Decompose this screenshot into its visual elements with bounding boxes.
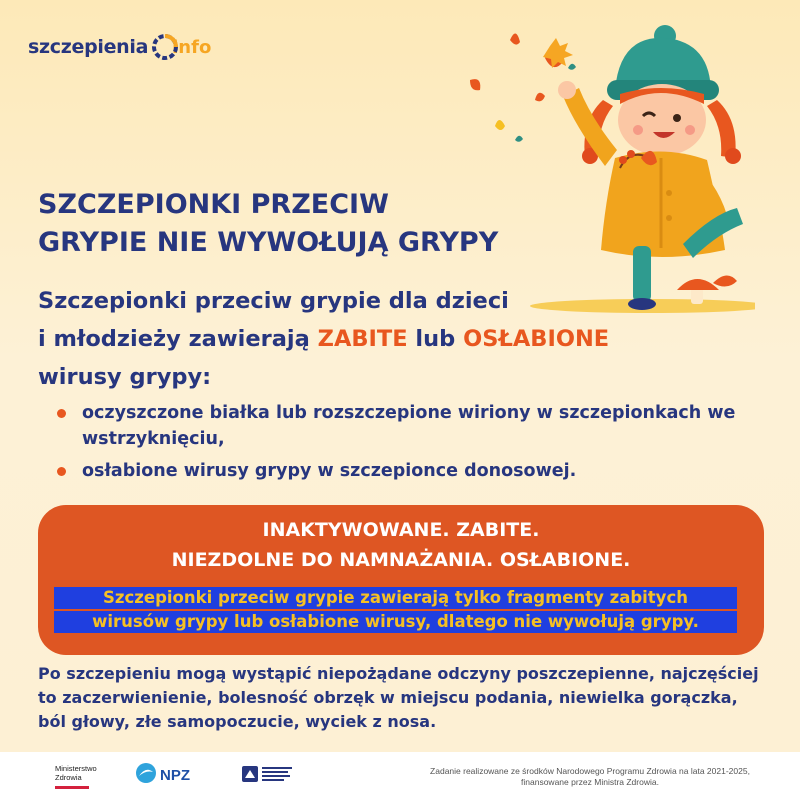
- npz-logo-icon: [135, 762, 157, 788]
- girl-illustration: [455, 8, 755, 322]
- lead-text-1: Szczepionki przeciw grypie dla dzieci: [38, 288, 509, 314]
- list-item: oczyszczone białka lub rozszczepione wiriony w szczepionkach we wstrzyknięciu,: [55, 400, 775, 452]
- lead-text-2: i młodzieży zawierają: [38, 326, 318, 352]
- side-effects-note: Po szczepieniu mogą wystąpić niepożądane odczyny poszczepienne, najczęściej to zaczerwienienie, bolesność obrzęk w miejscu podania, niewielka gorączka, ból głowy, złe samopoczucie, wyciek z nosa.: [38, 664, 759, 731]
- box-highlight-line-1: Szczepionki przeciw grypie zawierają tylko fragmenty zabitych: [54, 587, 737, 609]
- box-title-line-1: INAKTYWOWANE. ZABITE.: [262, 519, 540, 541]
- npz-logo: [135, 762, 190, 788]
- title-line-2: GRYPIE NIE WYWOŁUJĄ GRYPY: [38, 227, 499, 258]
- logo-info: info: [172, 36, 212, 58]
- npz-text: NPZ: [160, 766, 190, 784]
- lead-mid: lub: [407, 326, 464, 352]
- page-title: [38, 186, 498, 262]
- ministry-flag-bar: [55, 786, 89, 789]
- bullet-list: [55, 400, 775, 490]
- box-title-line-2: NIEZDOLNE DO NAMNAŻANIA. OSŁABIONE.: [171, 549, 631, 571]
- ministry-line-2: Zdrowia: [55, 773, 82, 782]
- funding-line-1: Zadanie realizowane ze środków Narodowego Programu Zdrowia na lata 2021-2025,: [430, 766, 750, 776]
- highlight-oslabione: OSŁABIONE: [463, 326, 610, 352]
- lead-text-3: wirusy grypy:: [38, 364, 212, 390]
- funding-note: [420, 766, 760, 788]
- nizp-logo: [242, 764, 294, 790]
- ministry-logo: [55, 764, 97, 782]
- nizp-logo-icon: [242, 764, 294, 790]
- logo-ring-icon: [150, 32, 180, 62]
- list-item: osłabione wirusy grypy w szczepionce donosowej.: [55, 458, 775, 484]
- footer: [0, 752, 800, 799]
- szczepienia-info-logo: [28, 32, 211, 62]
- box-highlight-line-2: wirusów grypy lub osłabione wirusy, dlatego nie wywołują grypy.: [54, 611, 737, 633]
- logo-word: szczepienia: [28, 36, 149, 58]
- title-line-1: SZCZEPIONKI PRZECIW: [38, 189, 389, 220]
- info-box: [38, 505, 764, 655]
- highlight-zabite: ZABITE: [317, 326, 408, 352]
- funding-line-2: finansowane przez Ministra Zdrowia.: [521, 777, 659, 787]
- ministry-line-1: Ministerstwo: [55, 764, 97, 773]
- lead-paragraph: [38, 282, 658, 396]
